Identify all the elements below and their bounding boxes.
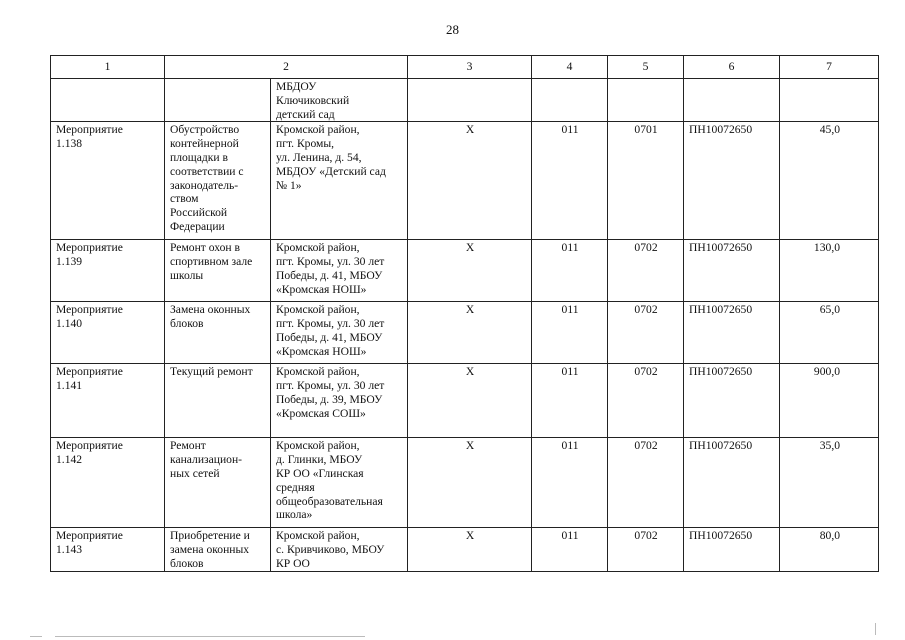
cell-event-id xyxy=(51,528,165,571)
cell-code-grbs xyxy=(532,364,608,438)
cell-address xyxy=(271,302,408,364)
cell-text: Мероприятие 1.140 xyxy=(56,303,123,331)
cell-code-grbs xyxy=(532,122,608,240)
cell-event-name xyxy=(165,302,271,364)
cell-code-target xyxy=(684,122,780,240)
table-row xyxy=(51,302,879,364)
cell-text: Замена оконных блоков xyxy=(170,303,251,331)
cell-x-mark xyxy=(408,240,532,302)
page-number: 28 xyxy=(446,22,459,37)
cell-code-grbs xyxy=(532,240,608,302)
cell-text: Кромской район, пгт. Кромы, ул. 30 лет Победы, д. 41, МБОУ «Кромская НОШ» xyxy=(276,241,385,296)
cell-text: 011 xyxy=(561,303,579,317)
table-row xyxy=(51,528,879,571)
table-row xyxy=(51,240,879,302)
cell-address xyxy=(271,364,408,438)
cell-amount xyxy=(780,79,879,122)
cell-text: Кромской район, д. Глинки, МБОУ КР ОО «Глинская средняя общеобразовательная школа» xyxy=(276,439,383,522)
cell-x-mark xyxy=(408,528,532,571)
cell-amount xyxy=(780,122,879,240)
cell-text: 011 xyxy=(561,123,579,137)
cell-amount xyxy=(780,240,879,302)
table-row xyxy=(51,122,879,240)
cell-code-target xyxy=(684,364,780,438)
cell-event-id xyxy=(51,240,165,302)
cell-text: ПН10072650 xyxy=(689,529,753,543)
cell-code-section xyxy=(608,122,684,240)
header-cell-1: 1 xyxy=(51,56,165,79)
footer-mark xyxy=(875,623,876,635)
cell-text: Мероприятие 1.141 xyxy=(56,365,123,393)
cell-event-name xyxy=(165,240,271,302)
cell-text: 011 xyxy=(561,529,579,543)
cell-x-mark xyxy=(408,79,532,122)
budget-table xyxy=(50,55,879,572)
cell-text: Х xyxy=(465,365,475,379)
cell-code-target xyxy=(684,240,780,302)
cell-text: Мероприятие 1.138 xyxy=(56,123,123,151)
table-row xyxy=(51,438,879,528)
cell-text: Х xyxy=(465,241,475,255)
cell-code-section xyxy=(608,438,684,528)
cell-text: Кромской район, пгт. Кромы, ул. Ленина, д. 54, МБДОУ «Детский сад № 1» xyxy=(276,123,386,192)
cell-amount xyxy=(780,364,879,438)
cell-text: ПН10072650 xyxy=(689,365,753,379)
table-row xyxy=(51,364,879,438)
cell-event-name xyxy=(165,364,271,438)
cell-amount xyxy=(780,438,879,528)
cell-event-id xyxy=(51,438,165,528)
cell-text: Мероприятие 1.143 xyxy=(56,529,123,557)
cell-text: Текущий ремонт xyxy=(170,365,253,379)
cell-text: 45,0 xyxy=(819,123,841,137)
header-cell-6: 6 xyxy=(684,56,780,79)
cell-address xyxy=(271,528,408,571)
header-row xyxy=(51,56,879,79)
footer-line xyxy=(55,636,365,637)
cell-text: 80,0 xyxy=(819,529,841,543)
cell-text: Кромской район, с. Кривчиково, МБОУ КР ОО xyxy=(276,529,385,570)
cell-x-mark xyxy=(408,122,532,240)
cell-code-target xyxy=(684,528,780,571)
cell-address xyxy=(271,240,408,302)
header-cell-3: 3 xyxy=(408,56,532,79)
cell-text: Мероприятие 1.139 xyxy=(56,241,123,269)
cell-text: Х xyxy=(465,439,475,453)
cell-address xyxy=(271,122,408,240)
cell-text: 65,0 xyxy=(819,303,841,317)
cell-code-grbs xyxy=(532,528,608,571)
cell-text: Обустройство контейнерной площадки в соответствии с законодатель- ством Российской Федерации xyxy=(170,123,244,233)
cell-code-grbs xyxy=(532,302,608,364)
footer-dash xyxy=(30,636,42,637)
header-cell-4: 4 xyxy=(532,56,608,79)
cell-text: МБДОУ Ключиковский детский сад xyxy=(276,80,350,121)
cell-code-section xyxy=(608,528,684,571)
cell-text: 011 xyxy=(561,241,579,255)
cell-event-name xyxy=(165,438,271,528)
cell-text: 0701 xyxy=(634,123,658,137)
cell-text: 011 xyxy=(561,365,579,379)
cell-text: Ремонт канализацион- ных сетей xyxy=(170,439,243,480)
cell-code-section xyxy=(608,364,684,438)
cell-event-id xyxy=(51,364,165,438)
cell-code-section xyxy=(608,79,684,122)
cell-event-id xyxy=(51,302,165,364)
cell-x-mark xyxy=(408,302,532,364)
cell-text: 0702 xyxy=(634,529,658,543)
cell-code-grbs xyxy=(532,438,608,528)
cell-address xyxy=(271,79,408,122)
cell-text: ПН10072650 xyxy=(689,241,753,255)
cell-code-section xyxy=(608,302,684,364)
cell-text: 35,0 xyxy=(819,439,841,453)
cell-text: ПН10072650 xyxy=(689,303,753,317)
cell-x-mark xyxy=(408,438,532,528)
cell-event-id xyxy=(51,79,165,122)
table-row xyxy=(51,79,879,122)
cell-text: Кромской район, пгт. Кромы, ул. 30 лет Победы, д. 41, МБОУ «Кромская НОШ» xyxy=(276,303,385,358)
cell-text: ПН10072650 xyxy=(689,123,753,137)
cell-address xyxy=(271,438,408,528)
cell-text: Х xyxy=(465,123,475,137)
cell-text: 130,0 xyxy=(813,241,841,255)
cell-event-name xyxy=(165,79,271,122)
cell-amount xyxy=(780,528,879,571)
cell-code-section xyxy=(608,240,684,302)
cell-code-target xyxy=(684,438,780,528)
cell-text: Ремонт охон в спортивном зале школы xyxy=(170,241,253,282)
cell-code-grbs xyxy=(532,79,608,122)
cell-text: 0702 xyxy=(634,303,658,317)
cell-text: 0702 xyxy=(634,365,658,379)
cell-code-target xyxy=(684,79,780,122)
cell-event-id xyxy=(51,122,165,240)
cell-text: ПН10072650 xyxy=(689,439,753,453)
cell-text: Х xyxy=(465,303,475,317)
header-cell-5: 5 xyxy=(608,56,684,79)
cell-event-name xyxy=(165,122,271,240)
cell-text: Приобретение и замена оконных блоков xyxy=(170,529,250,570)
cell-amount xyxy=(780,302,879,364)
cell-code-target xyxy=(684,302,780,364)
cell-text: Кромской район, пгт. Кромы, ул. 30 лет Победы, д. 39, МБОУ «Кромская СОШ» xyxy=(276,365,385,420)
cell-text: 0702 xyxy=(634,439,658,453)
cell-text: 0702 xyxy=(634,241,658,255)
header-cell-2: 2 xyxy=(165,56,408,79)
cell-text: 011 xyxy=(561,439,579,453)
cell-event-name xyxy=(165,528,271,571)
cell-text: 900,0 xyxy=(813,365,841,379)
cell-text: Х xyxy=(465,529,475,543)
cell-x-mark xyxy=(408,364,532,438)
cell-text: Мероприятие 1.142 xyxy=(56,439,123,467)
header-cell-7: 7 xyxy=(780,56,879,79)
